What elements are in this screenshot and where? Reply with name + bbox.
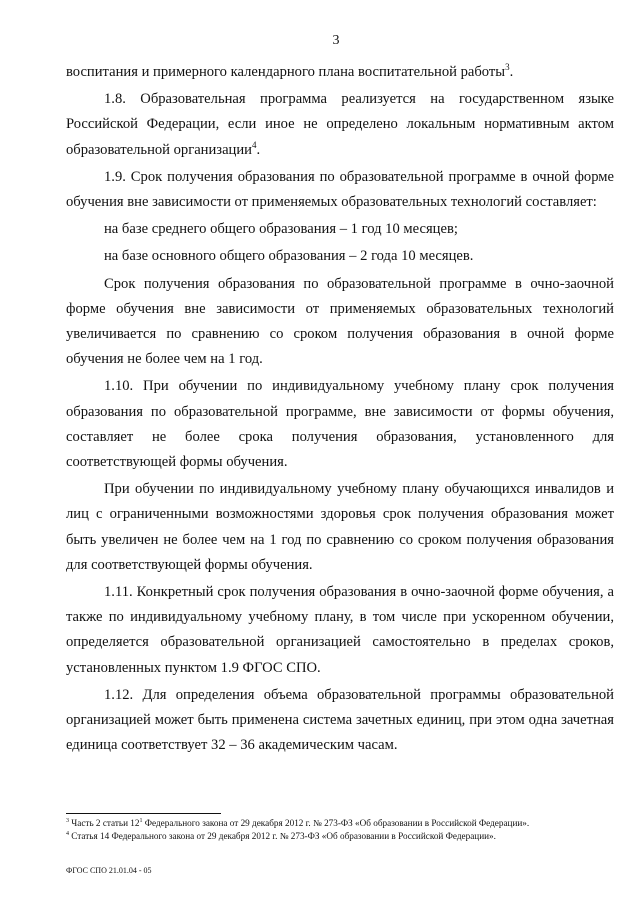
paragraph-tail: . [509, 64, 514, 80]
footnote-mark: 4 [66, 830, 69, 837]
paragraph-6 [66, 374, 614, 475]
paragraph-text: 1.9. Срок получения образования по образовательной программе в очной форме обучения вне зависимости от применяемых образовательных технологий составляет: [66, 168, 614, 211]
document-body [66, 60, 614, 760]
footnote-text: Часть 2 статьи 12 [71, 818, 140, 828]
paragraph-9 [66, 683, 614, 759]
paragraph-text: 1.12. Для определения объема образовательной программы образовательной организацией может быть применена система зачетных единиц, при этом одна зачетная единица соответствует 32 – 36 академическим часам. [66, 686, 614, 754]
footnote-mark: 3 [66, 817, 69, 824]
paragraph-2 [66, 165, 614, 215]
paragraph-4 [66, 244, 614, 269]
paragraph-text: воспитания и примерного календарного плана воспитательной работы [66, 64, 506, 80]
paragraph-1 [66, 87, 614, 163]
paragraph-text: 1.8. Образовательная программа реализуется на государственном языке Российской Федерации, если иное не определено локальным нормативным актом образовательной организации [66, 91, 614, 158]
footnote-3 [66, 817, 626, 830]
footnote-text-tail: Федерального закона от 29 декабря 2012 г. № 273-ФЗ «Об образовании в Российской Федерации». [142, 818, 530, 828]
paragraph-text: на базе основного общего образования – 2 года 10 месяцев. [104, 248, 474, 265]
paragraph-text: 1.11. Конкретный срок получения образования в очно-заочной форме обучения, а также по индивидуальному учебному плану, в том числе при ускоренном обучении, определяется образовательной организацией самостоятельно в пределах сроков, установленных пунктом 1.9 ФГОС СПО. [66, 584, 614, 676]
footnote-separator [66, 813, 221, 814]
paragraph-tail: . [256, 141, 261, 158]
paragraph-7 [66, 477, 614, 578]
paragraph-8 [66, 580, 614, 681]
footnote-4 [66, 830, 626, 843]
paragraph-text: 1.10. При обучении по индивидуальному учебному плану срок получения образования по образовательной программе, вне зависимости от формы обучения, составляет не более срока получения образования, установленного для соответствующей формы обучения. [66, 378, 614, 471]
paragraph-3 [66, 217, 614, 242]
paragraph-text: на базе среднего общего образования – 1 год 10 месяцев; [104, 221, 458, 238]
paragraph-0 [66, 60, 614, 85]
footnote-ref[interactable]: 3 [505, 62, 510, 73]
footnote-text: Статья 14 Федерального закона от 29 декабря 2012 г. № 273-ФЗ «Об образовании в Российской Федерации». [71, 830, 496, 841]
paragraph-text: Срок получения образования по образовательной программе в очно-заочной форме обучения вне зависимости от применяемых образовательных технологий увеличивается по сравнению со сроком получения образования в очной форме обучения не более чем на 1 год. [66, 275, 614, 368]
footnotes [66, 817, 626, 842]
page-number: 3 [332, 33, 340, 48]
paragraph-5 [66, 272, 614, 373]
document-code: ФГОС СПО 21.01.04 - 05 [66, 866, 152, 875]
footnote-ref[interactable]: 4 [251, 139, 257, 150]
footnote-inner-sup: 1 [139, 817, 143, 824]
paragraph-text: При обучении по индивидуальному учебному плану обучающихся инвалидов и лиц с ограниченными возможностями здоровья срок получения образования может быть увеличен не более чем на 1 год по сравнению со сроком получения образования для соответствующей формы обучения. [66, 481, 614, 573]
